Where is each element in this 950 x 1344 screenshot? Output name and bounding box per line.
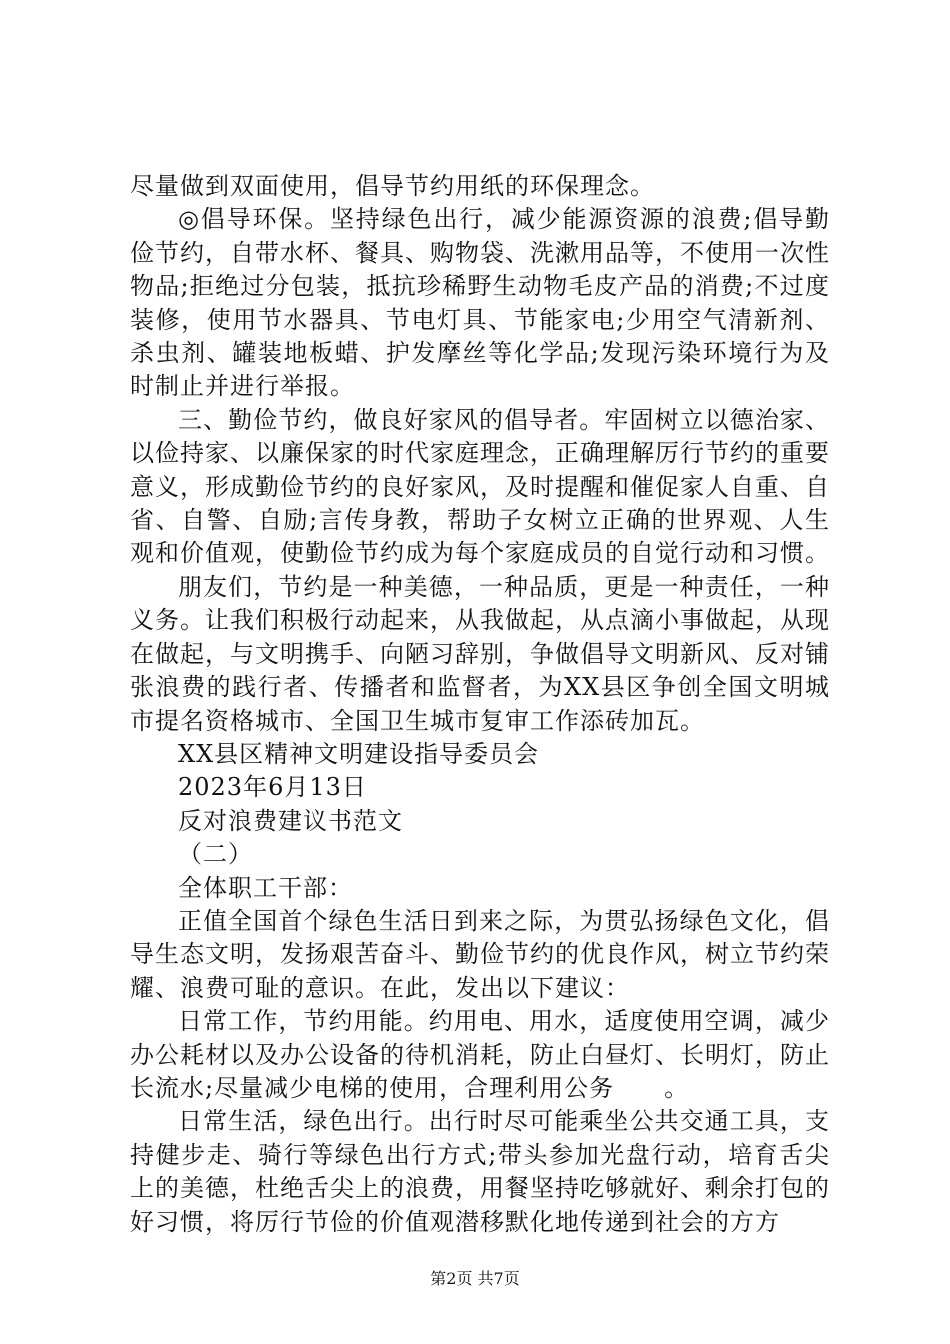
paragraph-green-travel: 日常生活，绿色出行。出行时尽可能乘坐公共交通工具，支持健步走、骑行等绿色出行方式;带头参加光盘行动，培育舌尖上的美德，杜绝舌尖上的浪费，用餐坚持吃够就好、剩余打包的好习惯，将厉行节俭的价值观潜移默化地传递到社会的方方 — [130, 1107, 830, 1236]
page-footer: 第2页 共7页 — [430, 1269, 520, 1288]
paragraph-call-to-action: 朋友们，节约是一种美德，一种品质，更是一种责任，一种义务。让我们积极行动起来，从我做起，从点滴小事做起，从现在做起，与文明携手、向陋习辞别，争做倡导文明新风、反对铺张浪费的践行者、传播者和监督者，为XX县区争创全国文明城市提名资格城市、全国卫生城市复审工作添砖加瓦。 — [130, 572, 830, 735]
signature-organization: XX县区精神文明建设指导委员会 — [178, 739, 540, 768]
paragraph-family-thrift: 三、勤俭节约，做良好家风的倡导者。牢固树立以德治家、以俭持家、以廉保家的时代家庭理念，正确理解厉行节约的重要意义，形成勤俭节约的良好家风，及时提醒和催促家人自重、自省、自警、自励;言传身教，帮助子女树立正确的世界观、人生观和价值观，使勤俭节约成为每个家庭成员的自觉行动和习惯。 — [130, 405, 830, 568]
paragraph-continuation: 尽量做到双面使用，倡导节约用纸的环保理念。 — [130, 172, 655, 200]
paragraph-intro: 正值全国首个绿色生活日到来之际，为贯弘扬绿色文化，倡导生态文明，发扬艰苦奋斗、勤俭节约的优良作风，树立节约荣耀、浪费可耻的意识。在此，发出以下建议： — [130, 906, 830, 1002]
signature-date: 2023年6月13日 — [178, 773, 367, 802]
section-title: 反对浪费建议书范文 — [178, 806, 403, 835]
paragraph-work-energy: 日常工作，节约用能。约用电、用水，适度使用空调，减少办公耗材以及办公设备的待机消耗，防止白昼灯、长明灯，防止长流水;尽量减少电梯的使用，合理利用公务 。 — [130, 1007, 830, 1102]
section-number: （二） — [178, 840, 253, 869]
salutation: 全体职工干部： — [178, 873, 353, 902]
document-body — [130, 170, 830, 1239]
paragraph-eco-advocacy: ◎倡导环保。坚持绿色出行，减少能源资源的浪费;倡导勤俭节约，自带水杯、餐具、购物袋、洗漱用品等，不使用一次性物品;拒绝过分包装，抵抗珍稀野生动物毛皮产品的消费;不过度装修，使用节水器具、节电灯具、节能家电;少用空气清新剂、杀虫剂、罐装地板蜡、护发摩丝等化学品;发现污染环境行为及时制止并进行举报。 — [130, 205, 830, 401]
